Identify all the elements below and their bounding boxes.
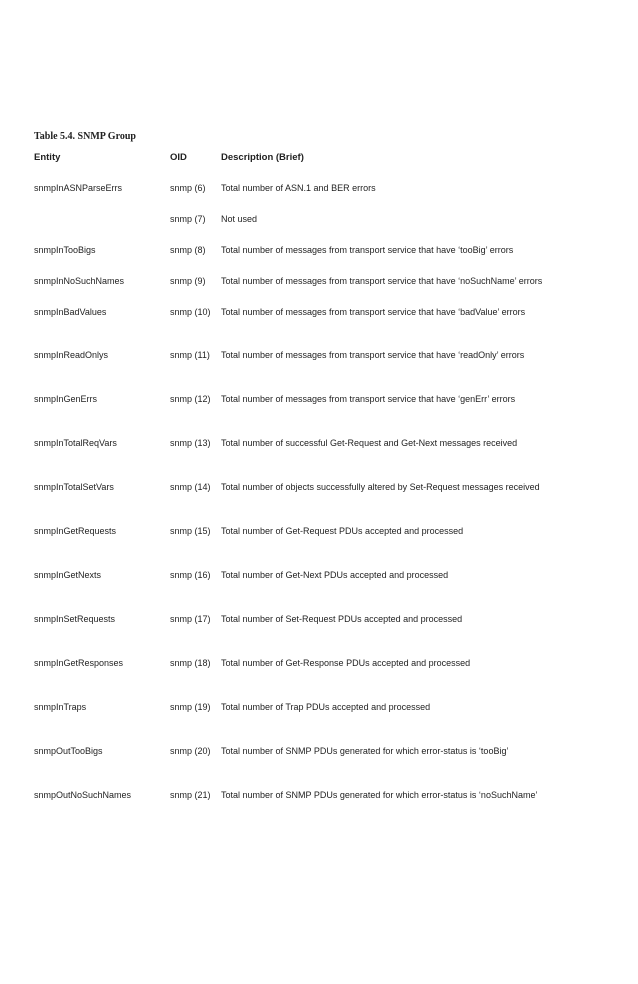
oid-cell: snmp (16) bbox=[170, 570, 211, 580]
description-cell: Total number of SNMP PDUs generated for which error-status is ‘tooBig’ bbox=[221, 746, 509, 756]
entity-cell: snmpInASNParseErrs bbox=[34, 183, 123, 193]
oid-cell: snmp (17) bbox=[170, 614, 211, 624]
oid-cell: snmp (6) bbox=[170, 183, 206, 193]
description-cell: Total number of messages from transport service that have ‘badValue’ errors bbox=[221, 307, 526, 317]
entity-cell: snmpOutNoSuchNames bbox=[34, 790, 132, 800]
oid-cell: snmp (12) bbox=[170, 394, 211, 404]
entity-cell: snmpInSetRequests bbox=[34, 614, 116, 624]
table-caption: Table 5.4. SNMP Group bbox=[34, 131, 136, 142]
description-cell: Total number of Get-Response PDUs accepted and processed bbox=[221, 658, 471, 668]
oid-cell: snmp (20) bbox=[170, 746, 211, 756]
oid-cell: snmp (11) bbox=[170, 350, 210, 360]
entity-cell: snmpInNoSuchNames bbox=[34, 276, 125, 286]
description-cell: Total number of Set-Request PDUs accepted and processed bbox=[221, 614, 463, 624]
oid-cell: snmp (15) bbox=[170, 526, 211, 536]
entity-cell: snmpInTraps bbox=[34, 702, 87, 712]
entity-cell: snmpInTotalReqVars bbox=[34, 438, 117, 448]
oid-cell: snmp (19) bbox=[170, 702, 211, 712]
entity-cell: snmpInTooBigs bbox=[34, 245, 96, 255]
oid-cell: snmp (14) bbox=[170, 482, 211, 492]
oid-cell: snmp (18) bbox=[170, 658, 211, 668]
oid-cell: snmp (10) bbox=[170, 307, 211, 317]
description-cell: Total number of messages from transport service that have ‘readOnly’ errors bbox=[221, 350, 525, 360]
entity-cell: snmpInGetResponses bbox=[34, 658, 124, 668]
description-cell: Total number of ASN.1 and BER errors bbox=[221, 183, 376, 193]
oid-cell: snmp (21) bbox=[170, 790, 211, 800]
oid-cell: snmp (9) bbox=[170, 276, 206, 286]
description-cell: Total number of Get-Next PDUs accepted and processed bbox=[221, 570, 449, 580]
description-cell: Not used bbox=[221, 214, 258, 224]
oid-cell: snmp (8) bbox=[170, 245, 206, 255]
description-cell: Total number of SNMP PDUs generated for which error-status is ‘noSuchName’ bbox=[221, 790, 538, 800]
entity-cell: snmpInGetRequests bbox=[34, 526, 117, 536]
entity-cell: snmpInBadValues bbox=[34, 307, 107, 317]
oid-cell: snmp (13) bbox=[170, 438, 211, 448]
header-entity: Entity bbox=[34, 152, 61, 163]
entity-cell: snmpInGetNexts bbox=[34, 570, 102, 580]
header-description: Description (Brief) bbox=[221, 152, 304, 163]
header-oid: OID bbox=[170, 152, 187, 163]
description-cell: Total number of messages from transport service that have ‘tooBig’ errors bbox=[221, 245, 514, 255]
description-cell: Total number of successful Get-Request and Get-Next messages received bbox=[221, 438, 518, 448]
description-cell: Total number of messages from transport service that have ‘noSuchName’ errors bbox=[221, 276, 543, 286]
entity-cell: snmpInTotalSetVars bbox=[34, 482, 114, 492]
oid-cell: snmp (7) bbox=[170, 214, 206, 224]
description-cell: Total number of Trap PDUs accepted and processed bbox=[221, 702, 431, 712]
description-cell: Total number of messages from transport service that have ‘genErr’ errors bbox=[221, 394, 516, 404]
entity-cell: snmpInReadOnlys bbox=[34, 350, 109, 360]
entity-cell: snmpInGenErrs bbox=[34, 394, 98, 404]
description-cell: Total number of Get-Request PDUs accepted and processed bbox=[221, 526, 464, 536]
description-cell: Total number of objects successfully altered by Set-Request messages received bbox=[221, 482, 540, 492]
entity-cell: snmpOutTooBigs bbox=[34, 746, 103, 756]
